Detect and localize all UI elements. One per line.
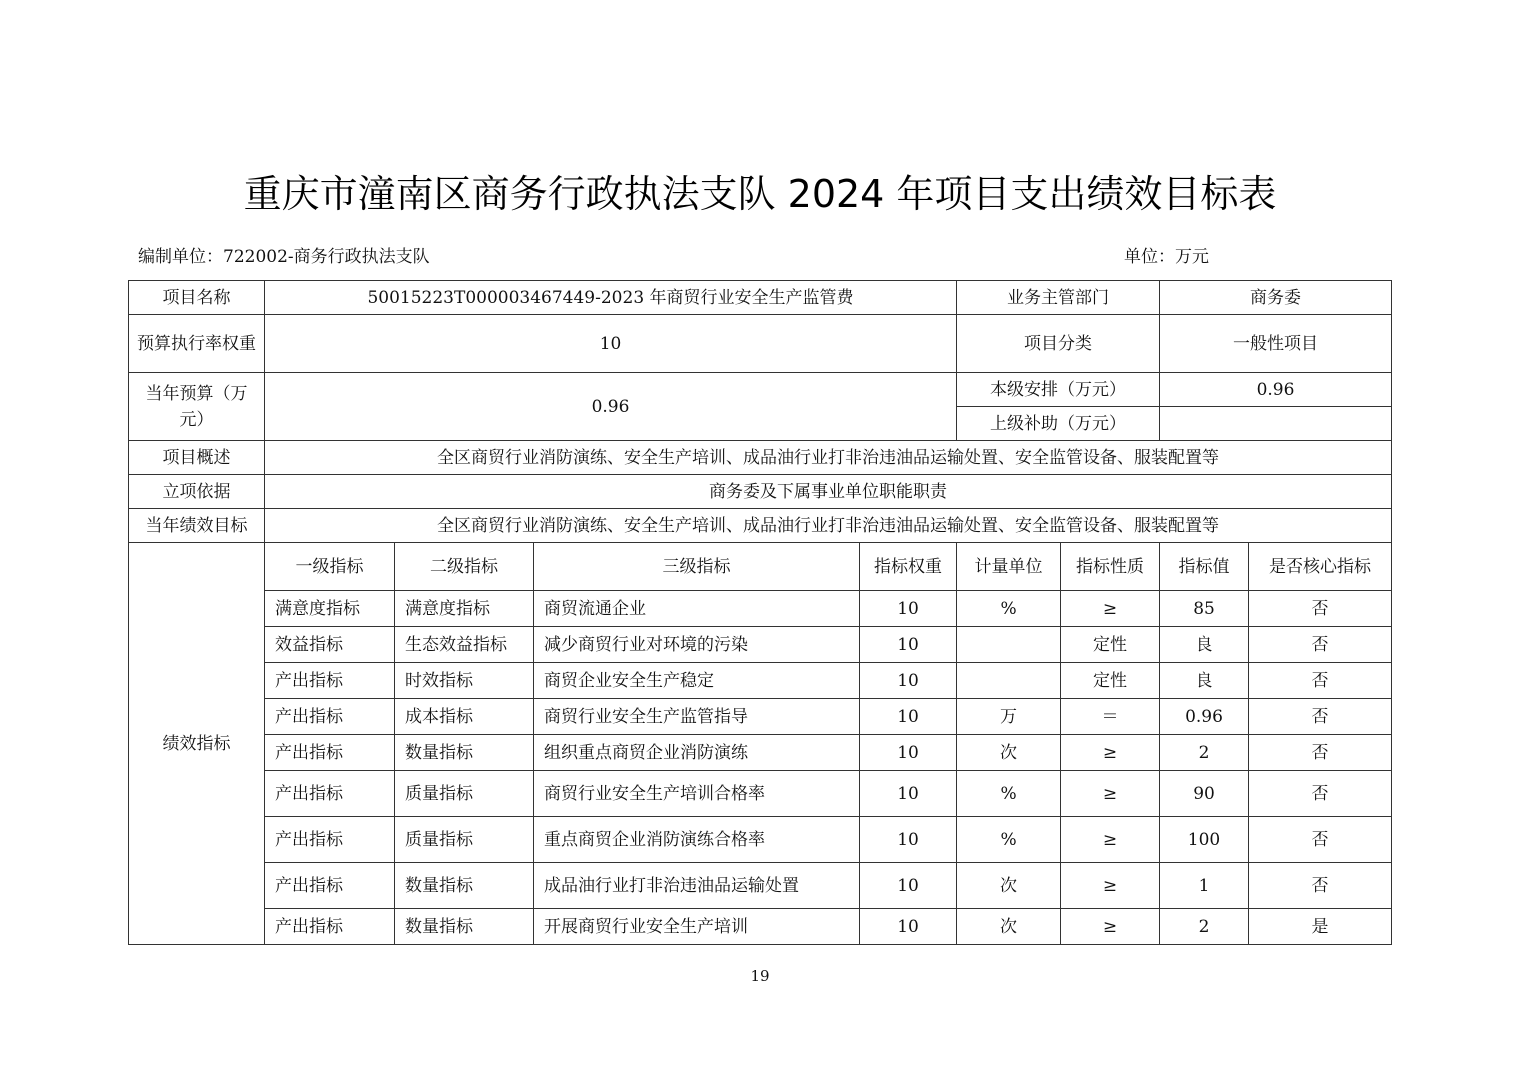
weight-cell: 10: [860, 909, 957, 945]
unit-cell: %: [957, 591, 1061, 627]
header-weight: 指标权重: [860, 543, 957, 591]
weight-cell: 10: [860, 627, 957, 663]
value-cell: 良: [1160, 663, 1249, 699]
level2-cell: 质量指标: [395, 771, 534, 817]
core-cell: 否: [1249, 699, 1392, 735]
level1-cell: 产出指标: [265, 817, 395, 863]
weight-cell: 10: [860, 863, 957, 909]
level1-cell: 产出指标: [265, 909, 395, 945]
unit-cell: 次: [957, 863, 1061, 909]
table-row: [129, 735, 1392, 771]
weight-cell: 10: [860, 817, 957, 863]
header-level1: 一级指标: [265, 543, 395, 591]
value-cell: 1: [1160, 863, 1249, 909]
level3-cell: 开展商贸行业安全生产培训: [534, 909, 860, 945]
level2-cell: 生态效益指标: [395, 627, 534, 663]
value-cell: 90: [1160, 771, 1249, 817]
basis-label: 立项依据: [129, 475, 265, 509]
weight-cell: 10: [860, 663, 957, 699]
category-label: 项目分类: [957, 315, 1160, 373]
nature-cell: ≥: [1061, 909, 1160, 945]
level2-cell: 满意度指标: [395, 591, 534, 627]
level3-cell: 减少商贸行业对环境的污染: [534, 627, 860, 663]
unit-cell: 万: [957, 699, 1061, 735]
table-row: [129, 817, 1392, 863]
value-cell: 85: [1160, 591, 1249, 627]
table-row: [129, 627, 1392, 663]
unit-cell: %: [957, 817, 1061, 863]
table-row: [129, 699, 1392, 735]
level2-cell: 数量指标: [395, 909, 534, 945]
level1-cell: 产出指标: [265, 863, 395, 909]
unit-cell: [957, 663, 1061, 699]
level1-cell: 效益指标: [265, 627, 395, 663]
level2-cell: 成本指标: [395, 699, 534, 735]
basis-value: 商务委及下属事业单位职能职责: [265, 475, 1392, 509]
overview-label: 项目概述: [129, 441, 265, 475]
dept-value: 商务委: [1160, 281, 1392, 315]
core-cell: 否: [1249, 591, 1392, 627]
upper-label: 上级补助（万元）: [957, 407, 1160, 441]
header-core: 是否核心指标: [1249, 543, 1392, 591]
dept-label: 业务主管部门: [957, 281, 1160, 315]
core-cell: 是: [1249, 909, 1392, 945]
core-cell: 否: [1249, 817, 1392, 863]
category-value: 一般性项目: [1160, 315, 1392, 373]
table-row: [129, 663, 1392, 699]
value-cell: 100: [1160, 817, 1249, 863]
header-unit: 计量单位: [957, 543, 1061, 591]
level2-cell: 数量指标: [395, 735, 534, 771]
nature-cell: ≥: [1061, 863, 1160, 909]
value-cell: 2: [1160, 909, 1249, 945]
project-name-value: 50015223T000003467449-2023 年商贸行业安全生产监管费: [265, 281, 957, 315]
nature-cell: ≥: [1061, 735, 1160, 771]
nature-cell: ≥: [1061, 771, 1160, 817]
nature-cell: 定性: [1061, 663, 1160, 699]
value-cell: 2: [1160, 735, 1249, 771]
level1-cell: 满意度指标: [265, 591, 395, 627]
header-value: 指标值: [1160, 543, 1249, 591]
header-nature: 指标性质: [1061, 543, 1160, 591]
level1-cell: 产出指标: [265, 735, 395, 771]
level2-cell: 时效指标: [395, 663, 534, 699]
table-row: [129, 909, 1392, 945]
unit-cell: 次: [957, 735, 1061, 771]
header-level3: 三级指标: [534, 543, 860, 591]
currency-unit: 单位：万元: [1124, 247, 1209, 267]
weight-cell: 10: [860, 591, 957, 627]
indicator-section-label: 绩效指标: [129, 543, 265, 945]
exec-weight-label: 预算执行率权重: [129, 315, 265, 373]
unit-cell: %: [957, 771, 1061, 817]
page-number: 19: [750, 967, 770, 985]
weight-cell: 10: [860, 771, 957, 817]
nature-cell: 定性: [1061, 627, 1160, 663]
unit-cell: [957, 627, 1061, 663]
upper-value: [1160, 407, 1392, 441]
performance-table: [128, 280, 1392, 945]
compiler-unit: 编制单位：722002-商务行政执法支队: [138, 247, 430, 267]
table-row: [129, 771, 1392, 817]
core-cell: 否: [1249, 863, 1392, 909]
exec-weight-value: 10: [265, 315, 957, 373]
core-cell: 否: [1249, 771, 1392, 817]
level3-cell: 商贸行业安全生产监管指导: [534, 699, 860, 735]
unit-cell: 次: [957, 909, 1061, 945]
level3-cell: 商贸行业安全生产培训合格率: [534, 771, 860, 817]
overview-value: 全区商贸行业消防演练、安全生产培训、成品油行业打非治违油品运输处置、安全监管设备、服装配置等: [265, 441, 1392, 475]
budget-value: 0.96: [265, 373, 957, 441]
value-cell: 良: [1160, 627, 1249, 663]
weight-cell: 10: [860, 699, 957, 735]
nature-cell: ＝: [1061, 699, 1160, 735]
core-cell: 否: [1249, 735, 1392, 771]
goal-label: 当年绩效目标: [129, 509, 265, 543]
level1-cell: 产出指标: [265, 663, 395, 699]
level3-cell: 商贸企业安全生产稳定: [534, 663, 860, 699]
nature-cell: ≥: [1061, 817, 1160, 863]
level3-cell: 重点商贸企业消防演练合格率: [534, 817, 860, 863]
weight-cell: 10: [860, 735, 957, 771]
nature-cell: ≥: [1061, 591, 1160, 627]
level3-cell: 成品油行业打非治违油品运输处置: [534, 863, 860, 909]
budget-label: 当年预算（万元）: [129, 373, 265, 441]
local-value: 0.96: [1160, 373, 1392, 407]
level2-cell: 质量指标: [395, 817, 534, 863]
level1-cell: 产出指标: [265, 771, 395, 817]
core-cell: 否: [1249, 627, 1392, 663]
goal-value: 全区商贸行业消防演练、安全生产培训、成品油行业打非治违油品运输处置、安全监管设备、服装配置等: [265, 509, 1392, 543]
level3-cell: 组织重点商贸企业消防演练: [534, 735, 860, 771]
value-cell: 0.96: [1160, 699, 1249, 735]
header-level2: 二级指标: [395, 543, 534, 591]
page-title: 重庆市潼南区商务行政执法支队 2024 年项目支出绩效目标表: [243, 172, 1277, 216]
table-row: [129, 591, 1392, 627]
project-name-label: 项目名称: [129, 281, 265, 315]
local-label: 本级安排（万元）: [957, 373, 1160, 407]
table-row: [129, 863, 1392, 909]
level3-cell: 商贸流通企业: [534, 591, 860, 627]
level2-cell: 数量指标: [395, 863, 534, 909]
core-cell: 否: [1249, 663, 1392, 699]
level1-cell: 产出指标: [265, 699, 395, 735]
